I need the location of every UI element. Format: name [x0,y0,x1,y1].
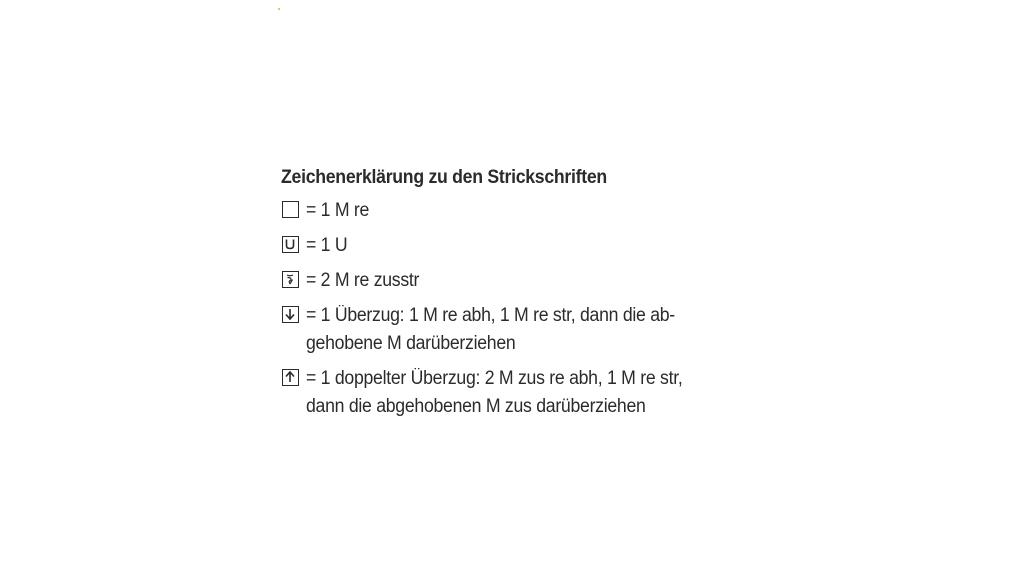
legend-text-line-2: dann die abgehobenen M zus darüberziehen [306,396,646,417]
arrow-down-square-icon [282,306,299,323]
legend-text-line-2: gehobene M darüberziehen [306,333,516,354]
legend-text-line-1: = 1 doppelter Überzug: 2 M zus re abh, 1 M re str, [306,368,683,389]
legend-text: = 2 M re zusstr [306,270,420,291]
orange-speck [278,8,280,10]
legend-text: = 1 U [306,235,348,256]
legend-text-line-1: = 1 Überzug: 1 M re abh, 1 M re str, dann die ab- [306,305,675,326]
u-square-icon [282,236,299,253]
legend-row-slip-knit-pass [281,302,761,358]
legend-row-knit [281,197,761,225]
legend-row-k2tog [281,267,761,295]
empty-square-icon [282,201,299,218]
knit-two-together-icon [282,271,299,288]
legend-row-yarn-over [281,232,761,260]
arrow-up-square-icon [282,369,299,386]
legend-text: = 1 M re [306,200,370,221]
knitting-chart-legend [281,166,761,428]
legend-title: Zeichenerklärung zu den Strickschriften [281,167,607,188]
legend-row-double-decrease [281,365,761,421]
